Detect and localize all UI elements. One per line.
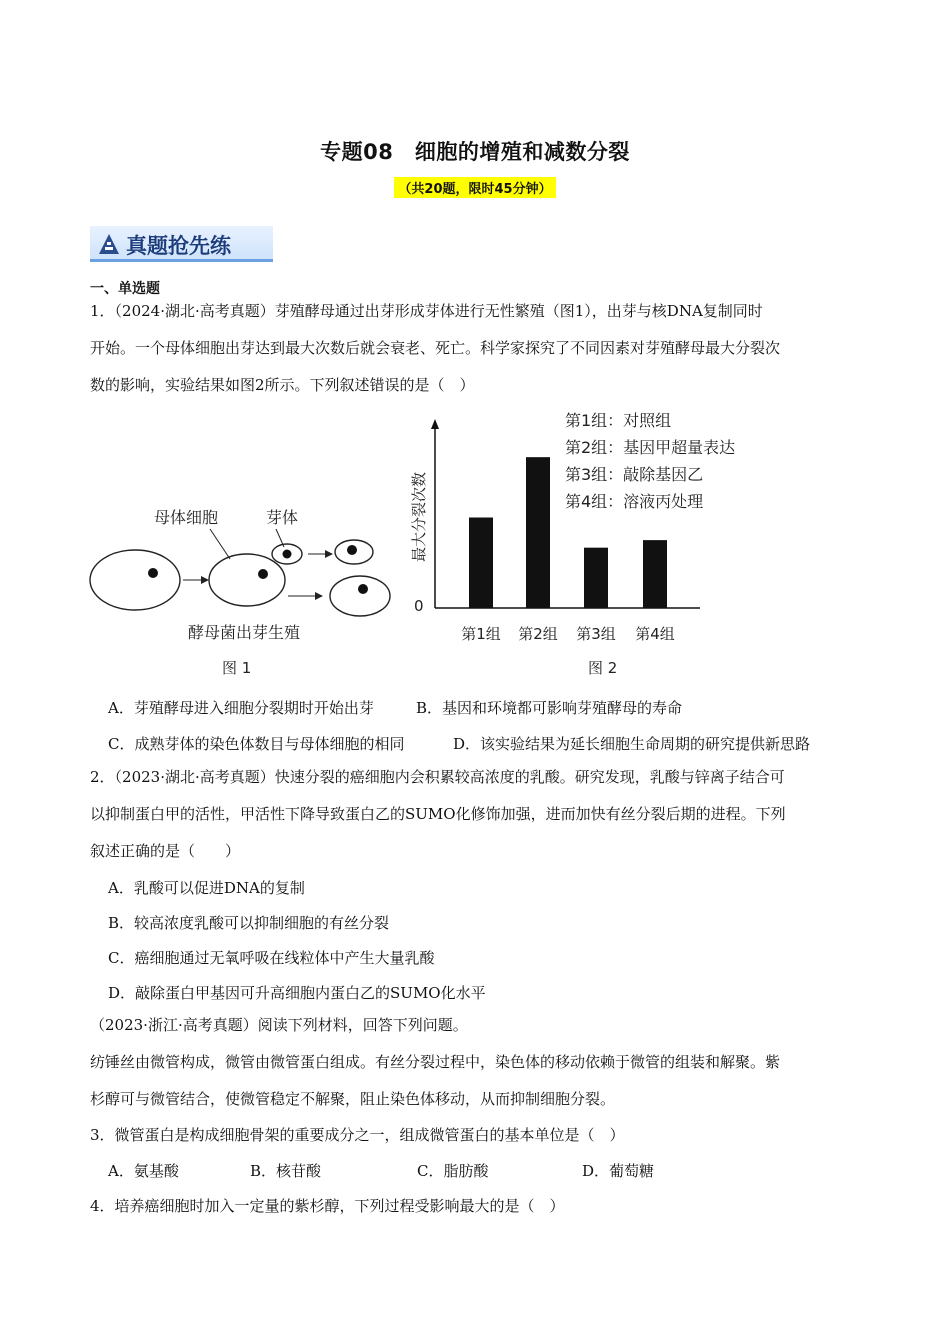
- nucleus: [258, 569, 268, 579]
- page-title: 专题08 细胞的增殖和减数分裂: [320, 140, 630, 164]
- question-2-line: 叙述正确的是（ ）: [90, 842, 241, 860]
- q3-option-a: A．氨基酸: [108, 1162, 179, 1180]
- x-tick-label: 第1组: [461, 625, 501, 643]
- nucleus: [283, 550, 292, 559]
- x-tick-labels: [461, 625, 675, 643]
- pointer-line: [210, 529, 230, 559]
- legend-entry: 第2组：基因甲超量表达: [565, 438, 736, 457]
- arrow-head: [315, 592, 323, 600]
- q1-option-a: A．芽殖酵母进入细胞分裂期时开始出芽: [108, 699, 374, 717]
- bud-label: 芽体: [266, 508, 299, 527]
- nucleus: [148, 568, 158, 578]
- q3-option-c: C．脂肪酸: [417, 1162, 489, 1180]
- q2-option-d: D．敲除蛋白甲基因可升高细胞内蛋白乙的SUMO化水平: [108, 984, 486, 1002]
- nucleus: [347, 545, 357, 555]
- material-line: 纺锤丝由微管构成，微管由微管蛋白组成。有丝分裂过程中，染色体的移动依赖于微管的组装和解聚。紫: [90, 1053, 781, 1071]
- pyramid-icon: [98, 233, 120, 255]
- question-2-line: 2．（2023·湖北·高考真题）快速分裂的癌细胞内会积累较高浓度的乳酸。研究发现，乳酸与锌离子结合可: [90, 768, 785, 786]
- subtitle: （共20题，限时45分钟）: [394, 177, 555, 198]
- figure-1-caption: 酵母菌出芽生殖: [188, 623, 301, 642]
- q1-option-d: D．该实验结果为延长细胞生命周期的研究提供新思路: [453, 735, 811, 753]
- q3-option-d: D．葡萄糖: [582, 1162, 655, 1180]
- arrow-head: [325, 550, 333, 558]
- banner-label: 真题抢先练: [126, 233, 231, 258]
- x-tick-label: 第3组: [576, 625, 616, 643]
- q1-option-b: B．基因和环境都可影响芽殖酵母的寿命: [416, 699, 683, 717]
- q2-option-a: A．乳酸可以促进DNA的复制: [108, 879, 305, 897]
- y-axis-arrow: [431, 419, 439, 429]
- q3-option-b: B．核苷酸: [250, 1162, 322, 1180]
- bar-1: [469, 518, 493, 609]
- question-4-stem: 4．培养癌细胞时加入一定量的紫杉醇，下列过程受影响最大的是（ ）: [90, 1197, 565, 1215]
- legend-entry: 第1组：对照组: [565, 411, 672, 430]
- nucleus: [358, 584, 368, 594]
- q1-option-c: C．成熟芽体的染色体数目与母体细胞的相同: [108, 735, 405, 753]
- question-1-stem: [90, 293, 865, 404]
- section-banner: [90, 226, 273, 262]
- bar-2: [526, 457, 550, 608]
- budding-cell: [209, 554, 285, 606]
- x-tick-label: 第2组: [518, 625, 558, 643]
- origin-label: 0: [414, 597, 424, 615]
- question-2-stem: [90, 759, 865, 870]
- material-block: [90, 1007, 865, 1118]
- figure-2-number: 图 2: [588, 659, 618, 677]
- question-2-line: 以抑制蛋白甲的活性，甲活性下降导致蛋白乙的SUMO化修饰加强，进而加快有丝分裂后期的进程。下列: [90, 805, 786, 823]
- figure-1: [84, 495, 394, 685]
- question-1-line: 数的影响，实验结果如图2所示。下列叙述错误的是（ ）: [90, 376, 475, 394]
- mother-cell-after: [330, 576, 390, 616]
- q2-option-c: C．癌细胞通过无氧呼吸在线粒体中产生大量乳酸: [108, 949, 435, 967]
- figure-1-number: 图 1: [222, 659, 252, 677]
- x-tick-label: 第4组: [635, 625, 675, 643]
- legend-entry: 第4组：溶液丙处理: [565, 492, 704, 511]
- chart-legend: [565, 411, 735, 511]
- y-axis-label: 最大分裂次数: [410, 471, 428, 563]
- material-line: 杉醇可与微管结合，使微管稳定不解聚，阻止染色体移动，从而抑制细胞分裂。: [90, 1090, 616, 1108]
- mother-cell-label: 母体细胞: [154, 508, 219, 527]
- subtitle-row: [0, 177, 950, 198]
- question-3-stem: 3．微管蛋白是构成细胞骨架的重要成分之一，组成微管蛋白的基本单位是（ ）: [90, 1126, 625, 1144]
- bar-4: [643, 540, 667, 608]
- legend-entry: 第3组：敲除基因乙: [565, 465, 704, 484]
- mother-cell: [90, 550, 180, 610]
- arrow-head: [201, 576, 209, 584]
- material-intro: （2023·浙江·高考真题）阅读下列材料，回答下列问题。: [90, 1016, 468, 1034]
- question-1-line: 开始。一个母体细胞出芽达到最大次数后就会衰老、死亡。科学家探究了不同因素对芽殖酵母最大分裂次: [90, 339, 781, 357]
- question-1-line: 1．（2024·湖北·高考真题）芽殖酵母通过出芽形成芽体进行无性繁殖（图1），出芽与核DNA复制同时: [90, 302, 763, 320]
- figure-2-chart: [400, 405, 760, 680]
- bar-3: [584, 548, 608, 608]
- q2-option-b: B．较高浓度乳酸可以抑制细胞的有丝分裂: [108, 914, 390, 932]
- section-heading: 一、单选题: [90, 281, 160, 297]
